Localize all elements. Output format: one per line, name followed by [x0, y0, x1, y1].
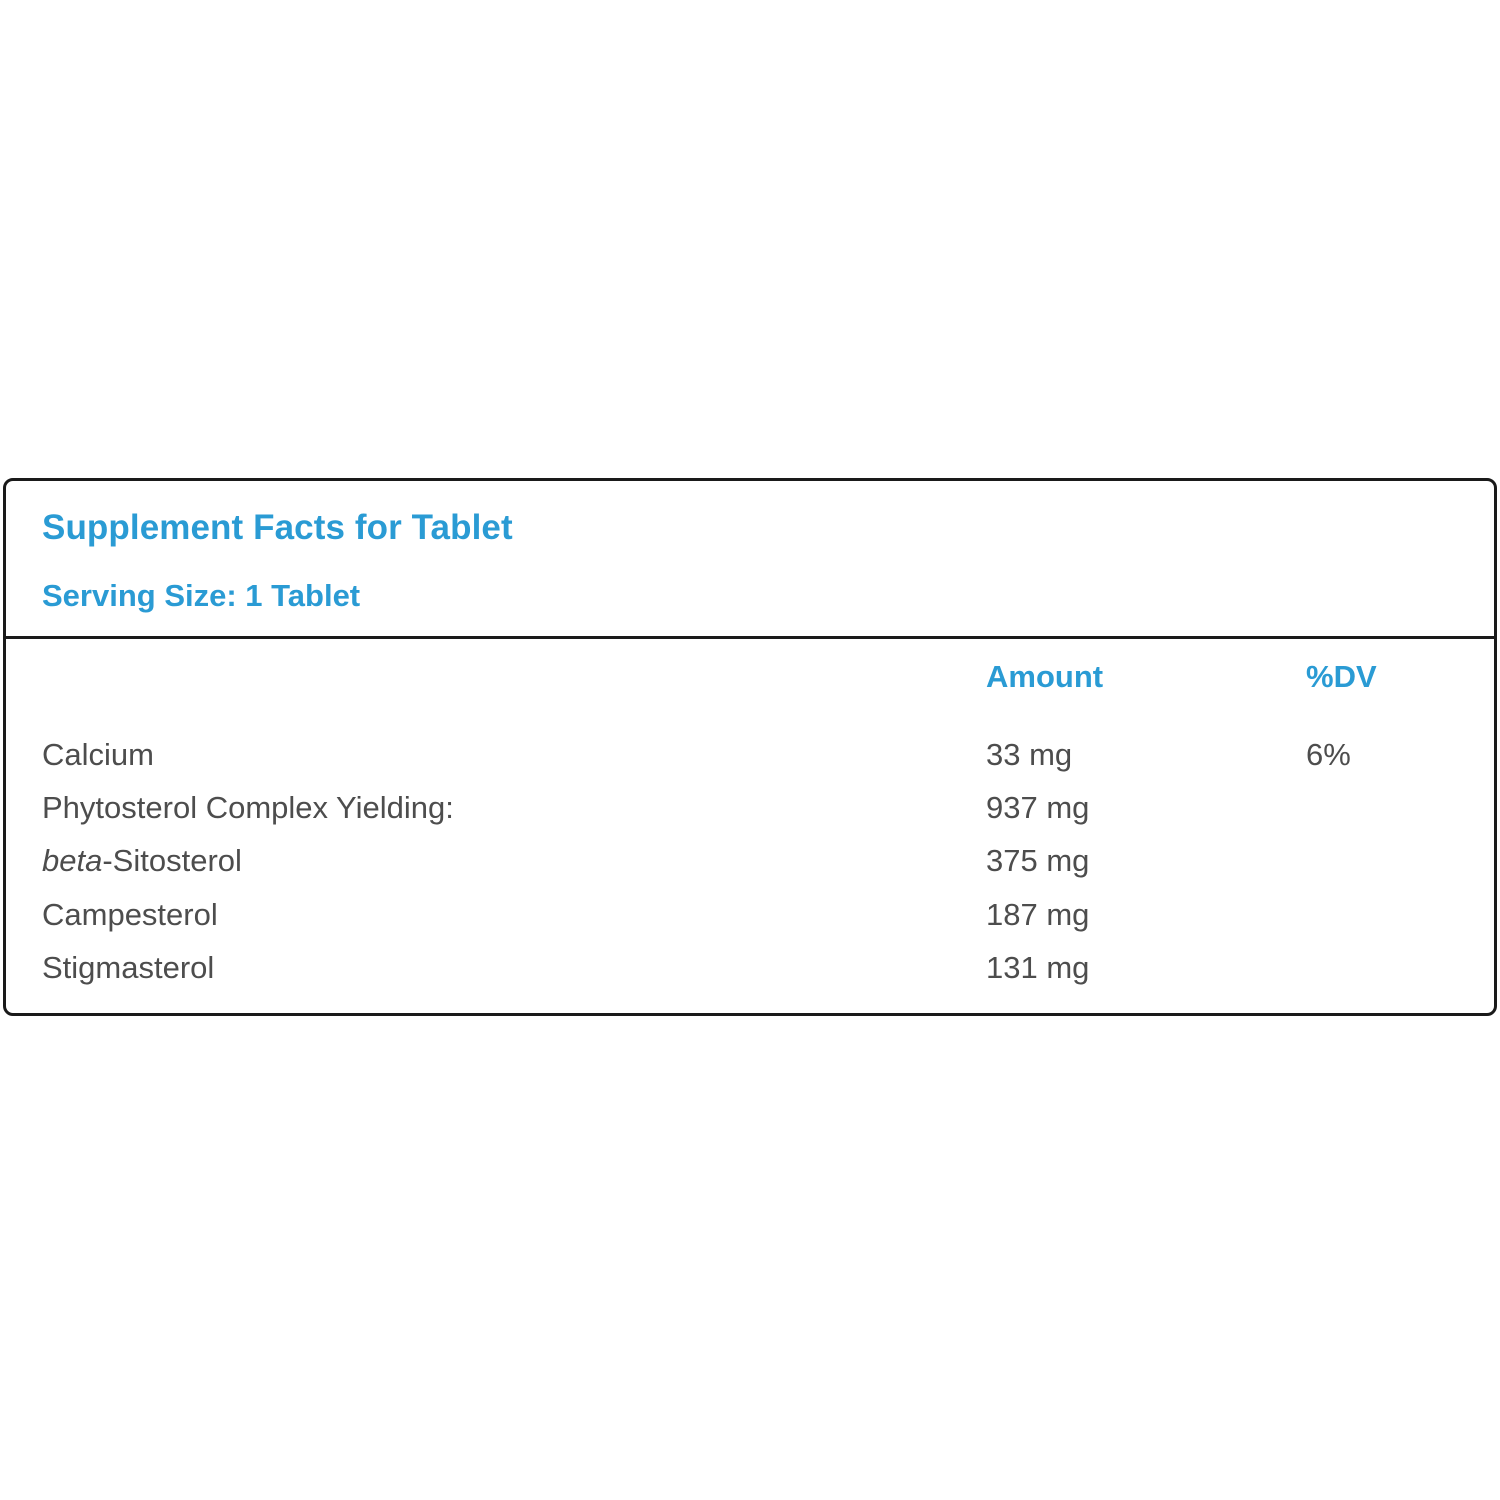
- panel-header: [6, 481, 1494, 636]
- column-header-dv: %DV: [1306, 659, 1377, 695]
- nutrient-amount: 33 mg: [986, 737, 1073, 773]
- supplement-facts-table: [6, 639, 1494, 1013]
- table-row: [6, 941, 1494, 1013]
- serving-size-label: Serving Size: 1 Tablet: [42, 578, 361, 613]
- nutrient-dv: [1306, 781, 1494, 834]
- supplement-facts-panel: [3, 478, 1497, 1016]
- page-title: Supplement Facts for Tablet: [42, 508, 513, 547]
- nutrient-name-italic: beta: [42, 843, 103, 879]
- nutrient-amount: 937 mg: [986, 790, 1090, 826]
- nutrient-name: [6, 834, 986, 887]
- nutrient-name: [6, 941, 986, 1013]
- table-row: [6, 888, 1494, 941]
- column-header-amount: Amount: [986, 659, 1104, 695]
- nutrient-amount: 131 mg: [986, 949, 1090, 985]
- nutrient-name-text: Stigmasterol: [42, 949, 215, 985]
- nutrient-name-text: Phytosterol Complex Yielding:: [42, 790, 454, 826]
- table-body: [6, 713, 1494, 1013]
- column-header-nutrient: [6, 639, 986, 713]
- table-row: [6, 834, 1494, 887]
- nutrient-name-text: Campesterol: [42, 896, 218, 932]
- nutrient-dv: [1306, 941, 1494, 1013]
- table-row: [6, 781, 1494, 834]
- nutrient-amount: 187 mg: [986, 896, 1090, 932]
- nutrient-dv: 6%: [1306, 737, 1351, 773]
- nutrient-dv: [1306, 888, 1494, 941]
- nutrient-name-text: Calcium: [42, 737, 154, 773]
- nutrient-amount: 375 mg: [986, 843, 1090, 879]
- nutrient-name: [6, 713, 986, 781]
- table-row: [6, 713, 1494, 781]
- nutrient-name: [6, 781, 986, 834]
- nutrient-dv: [1306, 834, 1494, 887]
- table-header: [6, 639, 1494, 713]
- table-header-row: [6, 639, 1494, 713]
- nutrient-name: [6, 888, 986, 941]
- nutrient-name-text: -Sitosterol: [102, 843, 242, 879]
